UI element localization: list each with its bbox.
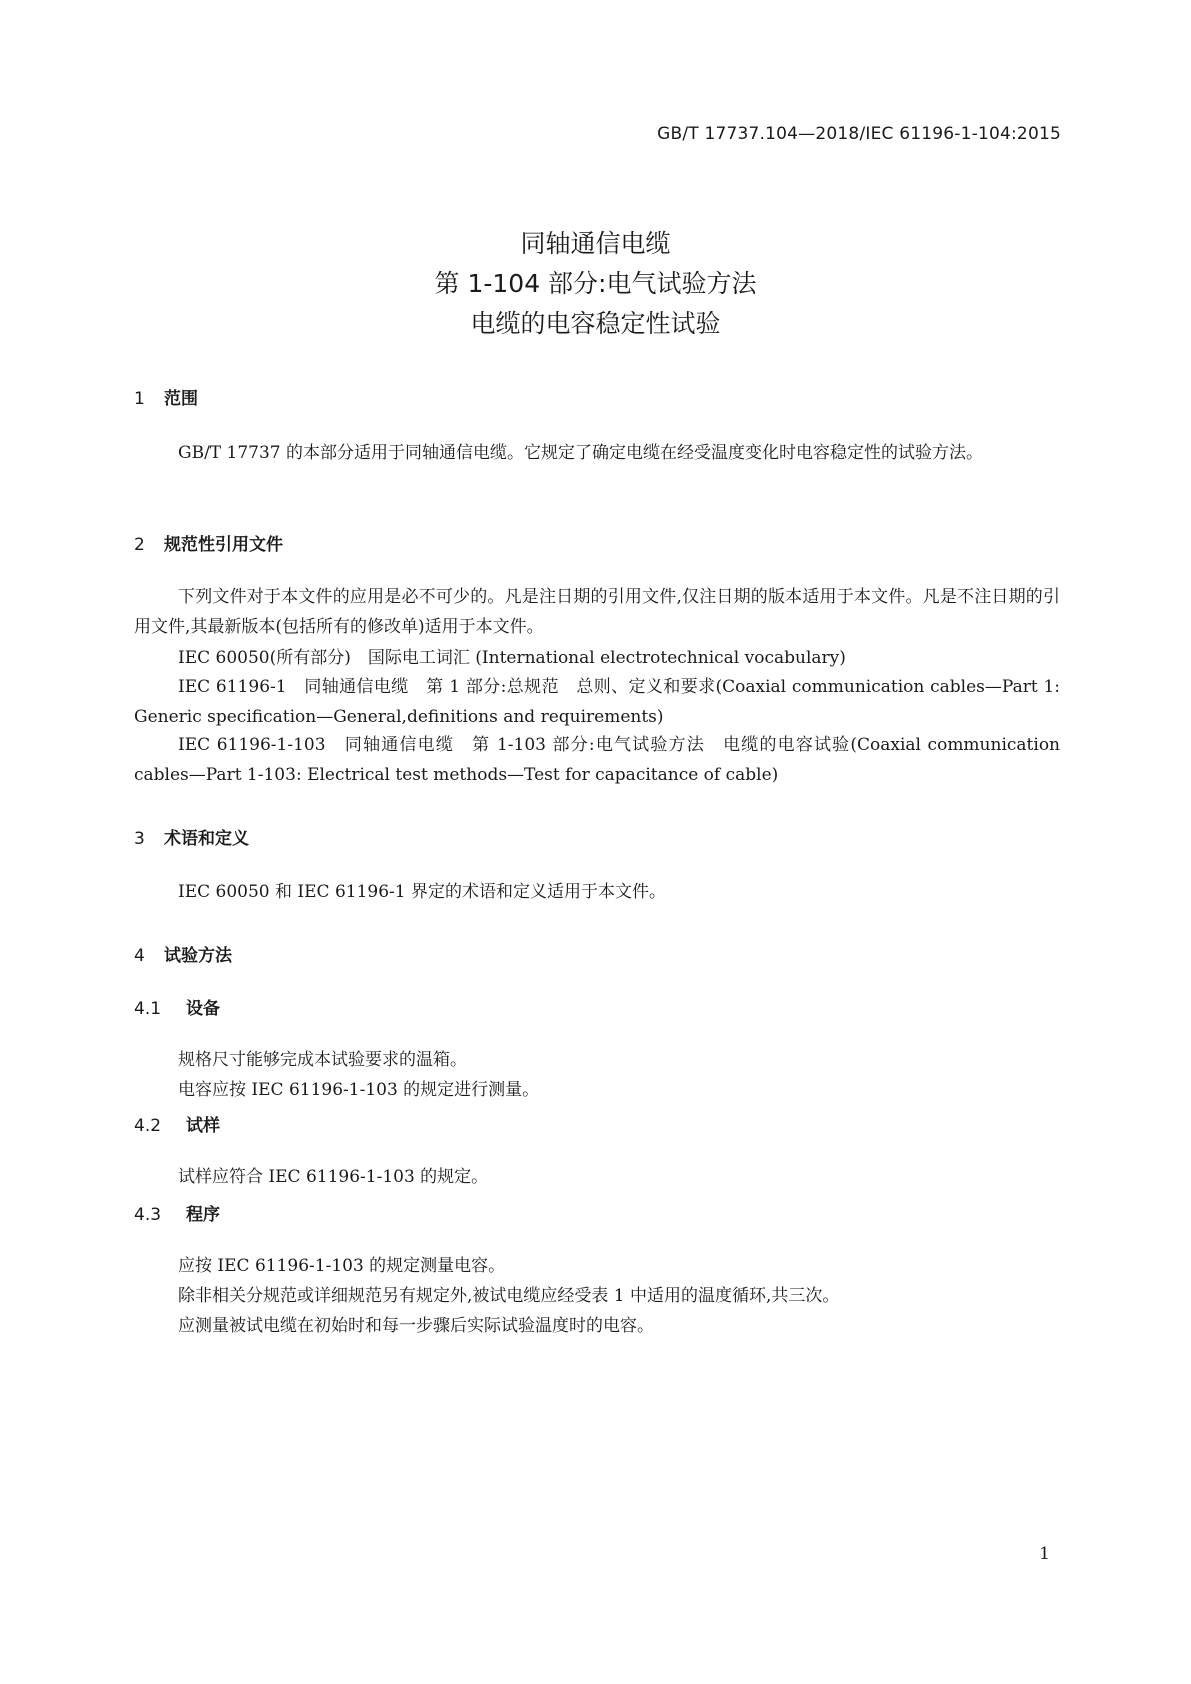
section-4-2-line-1: 试样应符合 IEC 61196-1-103 的规定。 [178,1167,489,1187]
section-4-3-line-3: 应测量被试电缆在初始时和每一步骤后实际试验温度时的电容。 [178,1316,654,1336]
reference-iec-61196-1: IEC 61196-1 同轴通信电缆 第 1 部分:总规范 总则、定义和要求(Coaxial communication cables—Part 1: Generic specification—General,definitions and requirements) [134,677,1060,727]
section-4-2-title: 试样 [186,1116,220,1136]
section-4-title: 试验方法 [164,946,232,966]
section-2-title: 规范性引用文件 [164,535,283,555]
section-2-intro: 下列文件对于本文件的应用是必不可少的。凡是注日期的引用文件,仅注日期的版本适用于本文件。凡是不注日期的引用文件,其最新版本(包括所有的修改单)适用于本文件。 [134,587,1060,637]
section-4-3-line-1: 应按 IEC 61196-1-103 的规定测量电容。 [178,1256,506,1276]
section-3-paragraph: IEC 60050 和 IEC 61196-1 界定的术语和定义适用于本文件。 [178,882,667,902]
title-line-2: 第 1-104 部分:电气试验方法 [434,269,757,298]
page-number: 1 [1039,1544,1050,1564]
section-4-3-number: 4.3 [134,1205,162,1225]
document-title [0,224,1191,344]
section-4-3-heading [134,1200,220,1225]
section-4-1-line-1: 规格尺寸能够完成本试验要求的温箱。 [178,1050,467,1070]
section-4-heading [134,941,232,966]
standard-number-header: GB/T 17737.104—2018/IEC 61196-1-104:2015 [657,124,1061,144]
section-4-3-line-2: 除非相关分规范或详细规范另有规定外,被试电缆应经受表 1 中适用的温度循环,共三次。 [178,1286,840,1306]
section-4-1-title: 设备 [186,999,220,1019]
section-4-2-number: 4.2 [134,1116,162,1136]
section-4-3-title: 程序 [186,1205,220,1225]
reference-iec-61196-1-103: IEC 61196-1-103 同轴通信电缆 第 1-103 部分:电气试验方法 电缆的电容试验(Coaxial communication cables—Part 1-103: Electrical test methods—Test for capacitance of cable) [134,735,1060,785]
title-line-1: 同轴通信电缆 [520,229,671,258]
section-4-2-heading [134,1111,220,1136]
section-4-1-heading [134,994,220,1019]
section-4-number: 4 [134,946,145,966]
reference-iec-60050: IEC 60050(所有部分) 国际电工词汇 (International electrotechnical vocabulary) [178,648,846,668]
section-2-heading [134,530,283,555]
section-1-paragraph: GB/T 17737 的本部分适用于同轴通信电缆。它规定了确定电缆在经受温度变化时电容稳定性的试验方法。 [178,443,984,463]
section-3-title: 术语和定义 [164,829,249,849]
section-1-title: 范围 [164,389,198,409]
section-1-number: 1 [134,389,145,409]
section-2-number: 2 [134,535,145,555]
title-line-3: 电缆的电容稳定性试验 [470,309,721,338]
section-3-heading [134,824,249,849]
section-3-number: 3 [134,829,145,849]
section-1-heading [134,384,198,409]
section-4-1-line-2: 电容应按 IEC 61196-1-103 的规定进行测量。 [178,1080,540,1100]
section-4-1-number: 4.1 [134,999,162,1019]
